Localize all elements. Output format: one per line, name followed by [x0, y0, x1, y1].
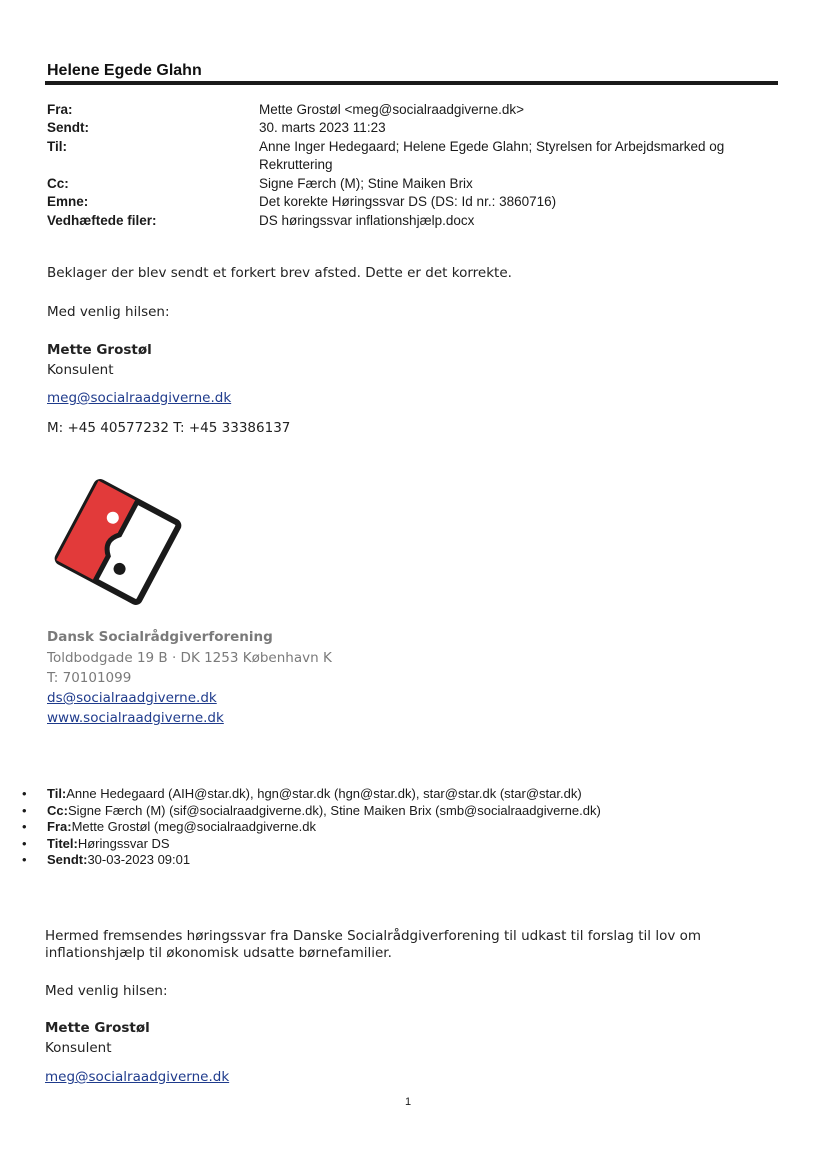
sent-label: Sendt: [47, 120, 89, 135]
bullet-label: Fra: [47, 819, 72, 834]
from-value: Mette Grostøl <meg@socialraadgiverne.dk> [259, 102, 525, 117]
bullet-label: Titel: [47, 835, 78, 851]
attachments-label: Vedhæftede filer: [47, 213, 157, 228]
message-text: Beklager der blev sendt et forkert brev afsted. Dette er det korrekte. [47, 265, 512, 281]
list-item [22, 819, 601, 836]
bullet-icon: • [22, 835, 27, 851]
header-subject-row [47, 193, 747, 211]
list-item [22, 803, 601, 820]
header-sent-row [47, 119, 747, 137]
forwarded-message-line-2: inflationshjælp til økonomisk udsatte børnefamilier. [45, 945, 392, 961]
subject-value: Det korekte Høringssvar DS (DS: Id nr.: 3860716) [259, 194, 557, 209]
to-label: Til: [47, 139, 67, 154]
dansk-socialraadgiverforening-logo [50, 475, 186, 609]
bullet-icon: • [22, 819, 27, 834]
list-item [22, 852, 601, 869]
bullet-label: Til: [47, 786, 67, 801]
recipient-name: Helene Egede Glahn [47, 62, 202, 79]
from-label: Fra: [47, 102, 73, 117]
org-address: Toldbodgade 19 B · DK 1253 København K [47, 650, 332, 666]
signature-phones: M: +45 40577232 T: +45 33386137 [47, 420, 291, 436]
to-value: Anne Inger Hedegaard; Helene Egede Glahn; Styrelsen for Arbejdsmarked og Rekruttering [259, 139, 725, 172]
cc-label: Cc: [47, 176, 69, 191]
forwarded-signature-title: Konsulent [45, 1040, 112, 1056]
bullet-icon: • [22, 786, 27, 801]
signature-email-link[interactable]: meg@socialraadgiverne.dk [47, 390, 232, 406]
header-attachments-row [47, 212, 747, 230]
org-website-link[interactable]: www.socialraadgiverne.dk [47, 710, 224, 726]
org-email-link[interactable]: ds@socialraadgiverne.dk [47, 690, 217, 706]
signature-name: Mette Grostøl [47, 342, 152, 358]
bullet-label: Cc: [47, 802, 68, 818]
signature-title: Konsulent [47, 362, 114, 378]
forwarded-greeting: Med venlig hilsen: [45, 983, 168, 999]
bullet-icon: • [22, 852, 27, 867]
forwarded-signature-name: Mette Grostøl [45, 1020, 150, 1036]
header-from-row [47, 101, 747, 119]
page-number: 1 [405, 1096, 412, 1108]
subject-label: Emne: [47, 194, 89, 209]
bullet-value: Anne Hedegaard (AIH@star.dk), hgn@star.dk (hgn@star.dk), star@star.dk (star@star.dk) [66, 786, 582, 801]
bullet-value: Signe Færch (M) (sif@socialraadgiverne.dk), Stine Maiken Brix (smb@socialraadgiverne.dk) [67, 802, 601, 818]
forwarded-details-list [22, 786, 601, 869]
bullet-value: Høringssvar DS [77, 835, 170, 851]
list-item [22, 836, 601, 853]
greeting: Med venlig hilsen: [47, 304, 170, 320]
header-cc-row [47, 175, 747, 193]
org-phone: T: 70101099 [47, 670, 132, 686]
bullet-value: Mette Grostøl (meg@socialraadgiverne.dk [71, 819, 316, 834]
forwarded-signature-email-link[interactable]: meg@socialraadgiverne.dk [45, 1069, 230, 1085]
forwarded-message-line-1: Hermed fremsendes høringssvar fra Danske Socialrådgiverforening til udkast til forslag til lov om [45, 928, 702, 944]
sent-value: 30. marts 2023 11:23 [259, 120, 386, 135]
bullet-label: Sendt: [47, 852, 88, 867]
list-item [22, 786, 601, 803]
header-rule [45, 81, 778, 85]
cc-value: Signe Færch (M); Stine Maiken Brix [259, 176, 473, 191]
attachments-value[interactable]: DS høringssvar inflationshjælp.docx [259, 213, 475, 228]
header-to-row [47, 138, 747, 174]
bullet-icon: • [22, 802, 27, 818]
org-name: Dansk Socialrådgiverforening [47, 629, 273, 645]
bullet-value: 30-03-2023 09:01 [87, 852, 191, 867]
